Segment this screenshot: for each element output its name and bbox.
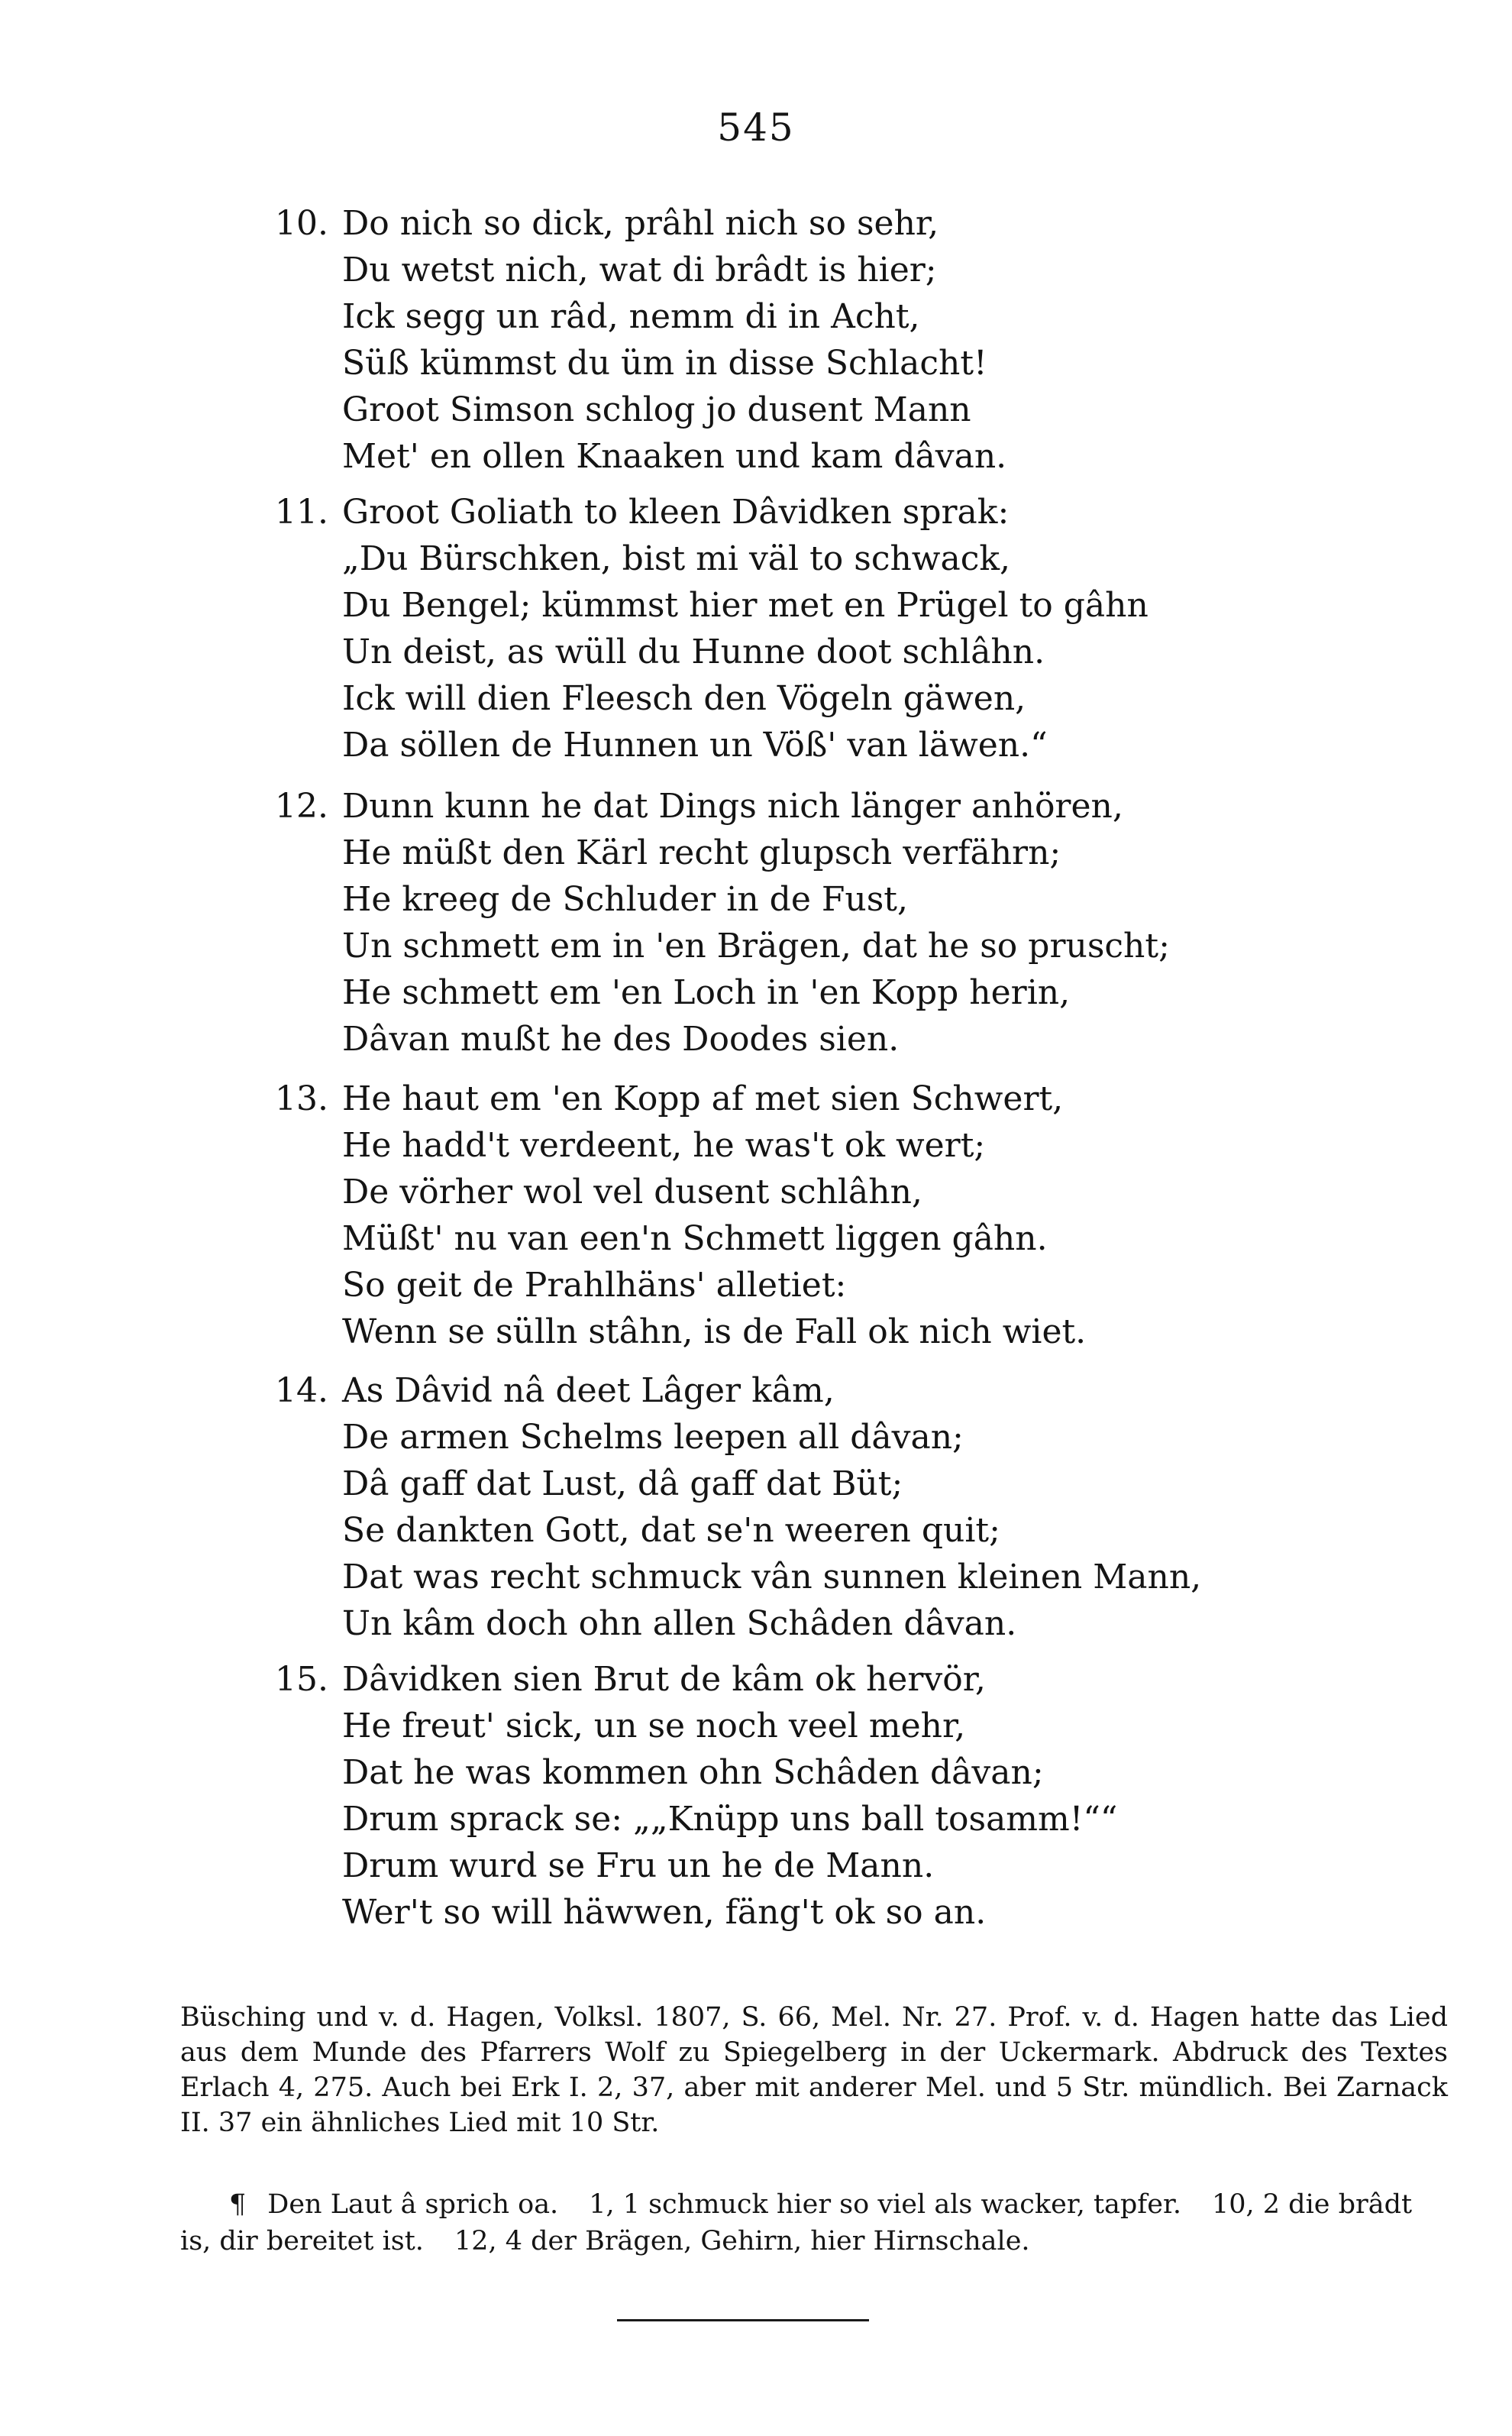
verse-text: Ick will dien Fleesch den Vögeln gäwen, (342, 679, 1026, 718)
stanza-number: 15. (275, 1660, 328, 1699)
verse-text: As Dâvid nâ deet Lâger kâm, (342, 1371, 835, 1410)
verse-text: Drum sprack se: „„Knüpp uns ball tosamm!““ (342, 1800, 1118, 1839)
verse-text: De vörher wol vel dusent schlâhn, (342, 1173, 922, 1212)
verse-line (275, 830, 1191, 876)
verse-text: Groot Simson schlog jo dusent Mann (342, 390, 971, 429)
verse-line (275, 923, 1191, 969)
verse-text: Un schmett em in 'en Brägen, dat he so pruscht; (342, 927, 1170, 966)
verse-line (275, 1016, 1191, 1063)
verse-text: He kreeg de Schluder in de Fust, (342, 880, 908, 919)
verse-text: Müßt' nu van een'n Schmett liggen gâhn. (342, 1219, 1048, 1258)
verse-line (275, 1703, 1191, 1749)
pilcrow-icon: ¶ (229, 2189, 247, 2220)
verse-text: Dunn kunn he dat Dings nich länger anhören, (342, 787, 1123, 826)
verse-text: Dâvidken sien Brut de kâm ok hervör, (342, 1660, 986, 1699)
verse-line (275, 1600, 1191, 1647)
stanza-number: 12. (275, 787, 328, 826)
verse-text: He hadd't verdeent, he was't ok wert; (342, 1126, 986, 1165)
verse-line (275, 1076, 1191, 1122)
verse-line (275, 1749, 1191, 1796)
verse-line (275, 969, 1191, 1016)
verse-text: Da söllen de Hunnen un Vöß' van läwen.“ (342, 726, 1048, 765)
footnote-item: Den Laut â sprich oa. (267, 2189, 559, 2220)
closing-rule (617, 2319, 869, 2321)
stanza-number: 10. (275, 204, 328, 243)
verse-line (275, 200, 1191, 247)
verse-line (275, 629, 1191, 675)
verse-text: Wer't so will häwwen, fäng't ok so an. (342, 1893, 987, 1932)
verse-text: Dâ gaff dat Lust, dâ gaff dat Büt; (342, 1464, 903, 1503)
verse-text: Un deist, as wüll du Hunne doot schlâhn. (342, 632, 1045, 671)
verse-line (275, 1122, 1191, 1169)
verse-line (275, 1461, 1191, 1507)
verse-line (275, 1842, 1191, 1889)
verse-text: Groot Goliath to kleen Dâvidken sprak: (342, 493, 1010, 532)
verse-line (275, 675, 1191, 722)
verse-text: Dâvan mußt he des Doodes sien. (342, 1020, 900, 1059)
verse-text: Drum wurd se Fru un he de Mann. (342, 1846, 935, 1885)
verse-text: So geit de Prahlhäns' alletiet: (342, 1266, 847, 1305)
verse-line (275, 783, 1191, 830)
verse-text: Wenn se sülln stâhn, is de Fall ok nich wiet. (342, 1312, 1087, 1351)
verse-line (275, 293, 1191, 340)
verse-line (275, 876, 1191, 923)
verse-text: He schmett em 'en Loch in 'en Kopp herin, (342, 973, 1071, 1012)
stanza (275, 200, 1191, 480)
verse-line (275, 1262, 1191, 1309)
page-number: 545 (717, 105, 795, 150)
verse-text: Met' en ollen Knaaken und kam dâvan. (342, 437, 1007, 476)
verse-text: Du wetst nich, wat di brâdt is hier; (342, 251, 937, 290)
verse-line (275, 722, 1191, 768)
verse-line (275, 1215, 1191, 1262)
verse-line (275, 387, 1191, 433)
stanza-number: 13. (275, 1079, 328, 1118)
stanza (275, 489, 1191, 768)
verse-text: Süß kümmst du üm in disse Schlacht! (342, 344, 987, 383)
footnote-item: 12, 4 der Brägen, Gehirn, hier Hirnschale. (454, 2226, 1030, 2256)
verse-text: „Du Bürschken, bist mi väl to schwack, (342, 539, 1010, 578)
footnote-item: 10, 2 die brâdt is, dir bereitet ist. (180, 2189, 1413, 2256)
verse-text: Se dankten Gott, dat se'n weeren quit; (342, 1511, 1000, 1550)
stanza (275, 1076, 1191, 1355)
verse-line (275, 1656, 1191, 1703)
stanza-number: 11. (275, 493, 328, 532)
verse-line (275, 433, 1191, 480)
stanza (275, 783, 1191, 1063)
verse-text: Dat he was kommen ohn Schâden dâvan; (342, 1753, 1044, 1792)
footnotes (180, 2186, 1448, 2260)
stanza-number: 14. (275, 1371, 328, 1410)
verse-line (275, 1507, 1191, 1554)
verse-text: He freut' sick, un se noch veel mehr, (342, 1706, 966, 1745)
stanza (275, 1367, 1202, 1647)
verse-line (275, 1554, 1202, 1600)
stanza (275, 1656, 1191, 1936)
verse-line (275, 1889, 1191, 1936)
verse-text: He müßt den Kärl recht glupsch verfährn; (342, 833, 1061, 872)
verse-text: Un kâm doch ohn allen Schâden dâvan. (342, 1604, 1017, 1643)
verse-line (275, 582, 1191, 629)
verse-text: He haut em 'en Kopp af met sien Schwert, (342, 1079, 1064, 1118)
verse-text: Du Bengel; kümmst hier met en Prügel to gâhn (342, 586, 1149, 625)
verse-line (275, 535, 1191, 582)
verse-line (275, 489, 1191, 535)
verse-line (275, 1367, 1191, 1414)
verse-line (275, 340, 1191, 387)
verse-text: Do nich so dick, prâhl nich so sehr, (342, 204, 939, 243)
verse-line (275, 1169, 1191, 1215)
verse-text: Ick segg un râd, nemm di in Acht, (342, 297, 920, 336)
verse-line (275, 1309, 1191, 1355)
verse-line (275, 247, 1191, 293)
verse-text: De armen Schelms leepen all dâvan; (342, 1418, 964, 1457)
verse-line (275, 1414, 1191, 1461)
verse-line (275, 1796, 1191, 1842)
footnote-item: 1, 1 schmuck hier so viel als wacker, tapfer. (589, 2189, 1181, 2220)
verse-text: Dat was recht schmuck vân sunnen kleinen Mann, (342, 1558, 1202, 1597)
source-note: Büsching und v. d. Hagen, Volksl. 1807, S. 66, Mel. Nr. 27. Prof. v. d. Hagen hatte das Lied aus dem Munde des Pfarrers Wolf zu Spiegelberg in der Uckermark. Abdruck des Textes Erlach 4, 275. Auch bei Erk I. 2, 37, aber mit anderer Mel. und 5 Str. mündlich. Bei Zarnack II. 37 ein ähnliches Lied mit 10 Str. (180, 2002, 1448, 2138)
